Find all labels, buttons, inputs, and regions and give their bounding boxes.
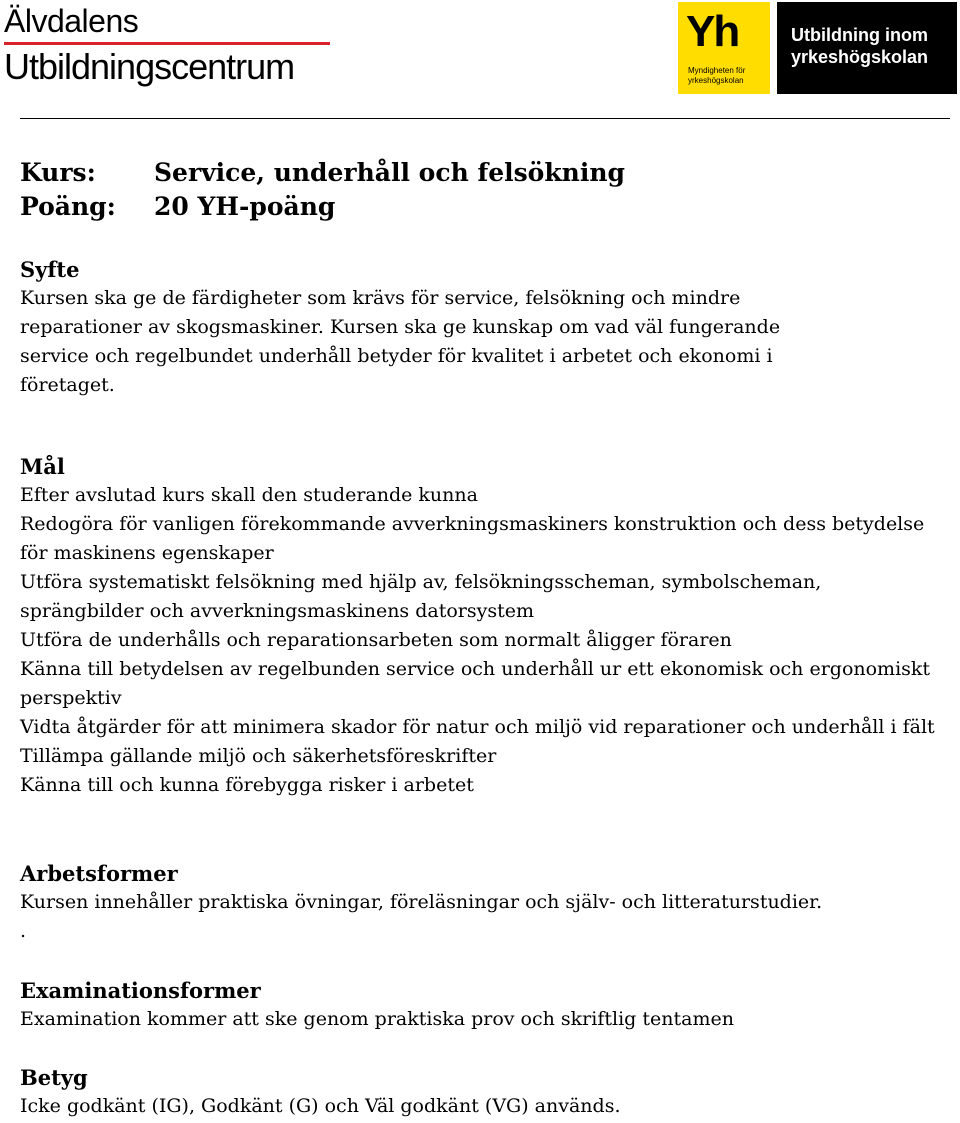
mal-list [20,510,940,800]
section-mal [20,452,940,800]
course-name-row [20,156,625,190]
yrkeshogskolan-logo [777,2,957,94]
arbetsformer-heading: Arbetsformer [20,861,178,886]
arbetsformer-stray-dot: . [20,920,27,942]
yh-logo-subtitle: Myndigheten för yrkeshögskolan [688,66,746,85]
section-examination [20,976,940,1034]
section-betyg [20,1063,940,1121]
school-logo [4,4,334,87]
mal-item: Vidta åtgärder för att minimera skador för natur och miljö vid reparationer och underhåll i fält [20,716,935,738]
course-points-label: Poäng: [20,192,116,221]
mal-heading: Mål [20,454,65,479]
betyg-text: Icke godkänt (IG), Godkänt (G) och Väl godkänt (VG) används. [20,1095,621,1117]
school-logo-rule [4,42,330,45]
yh-logo [678,2,770,94]
section-syfte [20,255,940,400]
arbetsformer-text: Kursen innehåller praktiska övningar, föreläsningar och själv- och litteraturstudier. [20,891,823,913]
syfte-heading: Syfte [20,257,80,282]
course-name-label: Kurs: [20,158,96,187]
betyg-heading: Betyg [20,1065,88,1090]
school-logo-line1: Älvdalens [4,3,139,39]
examination-heading: Examinationsformer [20,978,261,1003]
course-name-value: Service, underhåll och felsökning [154,158,626,187]
mal-item: Känna till och kunna förebygga risker i arbetet [20,774,474,796]
yrkeshogskolan-logo-text: Utbildning inom yrkeshögskolan [791,25,929,67]
course-points-row [20,190,625,224]
syfte-text: Kursen ska ge de färdigheter som krävs för service, felsökning och mindre reparationer av skogsmaskiner. Kursen ska ge kunskap om vad väl fungerande service och regelbundet underhåll betyder för kvalitet i arbetet och ekonomi i företaget. [20,287,781,396]
section-arbetsformer [20,859,940,946]
mal-item: Känna till betydelsen av regelbunden service och underhåll ur ett ekonomisk och ergonomiskt perspektiv [20,658,931,709]
mal-item: Utföra systematiskt felsökning med hjälp av, felsökningsscheman, symbolscheman, sprängbilder och avverkningsmaskinens datorsystem [20,571,822,622]
course-info [20,156,625,224]
mal-item: Redogöra för vanligen förekommande avverkningsmaskiners konstruktion och dess betydelse för maskinens egenskaper [20,513,925,564]
mal-intro: Efter avslutad kurs skall den studerande kunna [20,484,478,506]
examination-text: Examination kommer att ske genom praktiska prov och skriftlig tentamen [20,1008,734,1030]
school-logo-line2: Utbildningscentrum [4,46,295,87]
mal-item: Utföra de underhålls och reparationsarbeten som normalt åligger föraren [20,629,732,651]
mal-item: Tillämpa gällande miljö och säkerhetsföreskrifter [20,745,497,767]
yh-logo-mark: Yh [686,7,739,56]
page-header [0,0,960,100]
header-divider [20,118,950,119]
course-points-value: 20 YH-poäng [154,192,336,221]
